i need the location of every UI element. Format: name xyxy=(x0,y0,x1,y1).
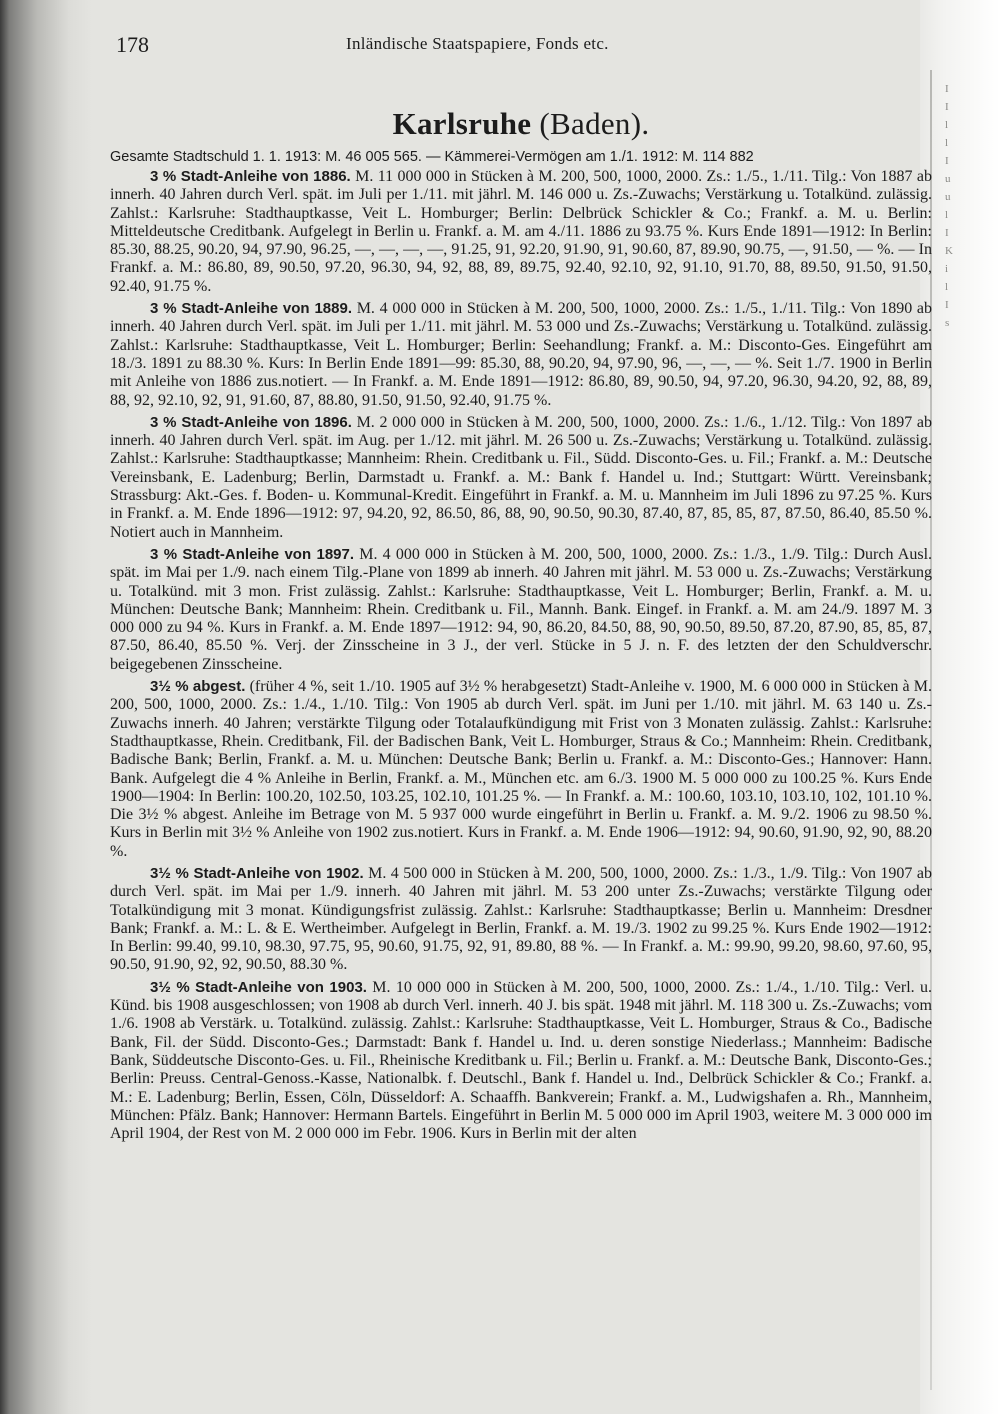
margin-note: u xyxy=(945,191,951,203)
margin-note: u xyxy=(945,173,951,185)
loan-entry xyxy=(110,168,932,296)
loan-heading: 3 % Stadt-Anleihe von 1886. xyxy=(150,168,351,185)
loan-body: M. 4 000 000 in Stücken à M. 200, 500, 1000, 2000. Zs.: 1./3., 1./9. Tilg.: Durch Ausl. spät. im Mai per 1./9. nach einem Tilg.-Plane von 1899 ab innerh. 40 Jahren mit jährl. M. 53 000 u. Zs.-Zuwachs; Verstärkung u. Totalkünd. mit 3 mon. Frist zulässig. Zahlst.: Karlsruhe: Stadthauptkasse, Veit L. Homburger; Berlin, Frankf. a. M. u. München: Deutsche Bank; Mannheim: Rhein. Creditbank u. Fil., Mannh. Bank. Eingef. in Frankf. a. M. am 24./9. 1897 M. 3 000 000 zu 94 %. Kurs in Frankf. a. M. Ende 1897—1912: 94, 90, 86.20, 84.50, 88, 90, 90.50, 89.50, 87.20, 87.90, 85, 85, 87, 87.50, 86.40, 85.50 %. Verj. der Zinsscheine in 3 J., der verl. Stücke in 5 J. n. F. des letzten der den Schuldverschr. beigegebenen Zinsscheine. xyxy=(110,545,932,673)
margin-note: I xyxy=(945,227,949,239)
loan-heading: 3 % Stadt-Anleihe von 1889. xyxy=(150,300,352,318)
loan-entry xyxy=(110,865,932,975)
loan-body: (früher 4 %, seit 1./10. 1905 auf 3½ % herabgesetzt) Stadt-Anleihe v. 1900, M. 6 000 000 in Stücken à M. 200, 500, 1000, 2000. Zs.: 1./4., 1./10. Tilg.: Von 1905 ab durch Verl. spät. im Juni per 1./10. mit jährl. M. 63 140 u. Zs.-Zuwachs innerh. 40 Jahren; verstärkte Tilgung oder Totalaufkündigung mit Frist von 3 Monaten zulässig. Zahlst.: Karlsruhe: Stadthauptkasse, Rhein. Creditbank, Fil. der Badischen Bank, Veit L. Homburger, Straus & Co.; Mannheim: Rhein. Creditbank, Badische Bank; Berlin, Frankf. a. M. u. München: Deutsche Bank; Berlin u. Frankf. a. M.: Disconto-Ges.; Hannover: Hann. Bank. Aufgelegt die 4 % Anleihe in Berlin, Frankf. a. M., München etc. am 6./3. 1900 M. 5 000 000 zu 100.25 %. Kurs Ende 1900—1904: In Berlin: 100.20, 102.50, 103.25, 102.10, 101.25 %. — In Frankf. a. M.: 100.60, 103.10, 103.10, 102, 101.10 %. Die 3½ % abgest. Anleihe im Betrage von M. 5 937 000 wurde eingeführt in Berlin u. Frankf. a. M. 9./2. 1906 zu 98.50 %. Kurs in Berlin mit 3½ % Anleihe von 1902 zus.notiert. Kurs in Frankf. a. M. Ende 1906—1912: 94, 90.60, 91.90, 92, 90, 88.20 %. xyxy=(110,678,932,860)
margin-note: s xyxy=(945,317,950,329)
margin-note: l xyxy=(945,209,949,221)
loan-body: M. 2 000 000 in Stücken à M. 200, 500, 1000, 2000. Zs.: 1./6., 1./12. Tilg.: Von 1897 ab innerh. 40 Jahren durch Verl. spät. im Aug. per 1./12. mit jährl. M. 26 500 u. Zs.-Zuwachs; Verstärkung u. Totalkünd. zulässig. Zahlst.: Karlsruhe: Stadthauptkasse; Mannheim: Rhein. Creditbank u. Fil., Südd. Disconto-Ges. u. Fil.; Frankf. a. M.: Deutsche Vereinsbank, E. Ladenburg; Berlin, Darmstadt u. Frankf. a. M.: Bank f. Handel u. Ind.; Stuttgart: Württ. Vereinsbank; Strassburg: Akt.-Ges. f. Boden- u. Kommunal-Kredit. Eingeführt in Frankf. a. M. u. Mannheim im Juli 1896 zu 97.25 %. Kurs in Frankf. a. M. Ende 1896—1912: 97, 94.20, 92, 86.50, 86, 88, 90, 90.50, 90.30, 87.40, 87, 85, 85, 87, 87.50, 86.40, 85.50 %. Notiert auch in Mannheim. xyxy=(110,413,932,541)
margin-note: I xyxy=(945,101,949,113)
margin-note: I xyxy=(945,83,949,95)
loan-heading: 3½ % abgest. xyxy=(150,678,246,696)
loan-entry xyxy=(110,414,932,542)
document-page xyxy=(110,32,932,1402)
margin-note: l xyxy=(945,137,949,149)
loan-body: M. 4 500 000 in Stücken à M. 200, 500, 1000, 2000. Zs.: 1./3., 1./9. Tilg.: Von 1907 ab durch Verl. spät. im Mai per 1./9. innerh. 40 Jahren mit jährl. M. 53 200 unter Zs.-Zuwachs; verstärkte Tilgung oder Totalkündigung mit 3 monat. Kündigungsfrist zulässig. Zahlst.: Karlsruhe: Stadthauptkasse; Berlin u. Mannheim: Dresdner Bank; Frankf. a. M.: L. & E. Wertheimber. Aufgelegt in Berlin, Frankf. a. M. 19./3. 1902 zu 99.25 %. Kurs Ende 1902—1912: In Berlin: 99.40, 99.10, 98.30, 97.75, 95, 90.60, 91.75, 92, 91, 89.80, 88 %. — In Frankf. a. M.: 99.90, 99.20, 98.60, 97.60, 95, 90.50, 91.90, 92, 92, 90.50, 88.30 %. xyxy=(110,864,932,974)
loan-heading: 3 % Stadt-Anleihe von 1897. xyxy=(150,545,355,563)
running-head xyxy=(110,32,932,64)
loan-entry xyxy=(110,678,932,861)
margin-note: l xyxy=(945,281,949,293)
page-number: 178 xyxy=(116,32,149,57)
margin-note: l xyxy=(945,119,949,131)
margin-notes xyxy=(945,80,989,332)
loan-body: M. 11 000 000 in Stücken à M. 200, 500, 1000, 2000. Zs.: 1./5., 1./11. Tilg.: Von 1887 ab innerh. 40 Jahren durch Verl. spät. im Juli per 1./11. mit jährl. M. 146 000 u. Zs.-Zuwachs; Verstärkung u. Totalkünd. zulässig. Zahlst.: Karlsruhe: Stadthauptkasse, Veit L. Homburger; Berlin: Delbrück Schickler & Co.; Frankf. a. M. u. Berlin: Mitteldeutsche Creditbank. Aufgelegt in Berlin u. Frankf. a. M. am 4./11. 1886 zu 93.75 %. Kurs Ende 1891—1912: In Berlin: 85.30, 88.25, 90.20, 94, 97.90, 96.25, —, —, —, —, 91.25, 91, 92.20, 91.90, 91, 90.60, 87, 89.90, 90.75, —, 91.50, — %. — In Frankf. a. M.: 86.80, 89, 90.50, 97.20, 96.30, 94, 92, 88, 89, 89.75, 92.40, 92.10, 92, 91.10, 91.70, 88, 89.50, 91.50, 91.50, 92.40, 91.75 %. xyxy=(110,168,932,295)
margin-note: I xyxy=(945,155,949,167)
scan-left-shadow xyxy=(0,0,92,1414)
section-city: Karlsruhe xyxy=(392,106,532,141)
loan-body: M. 10 000 000 in Stücken à M. 200, 500, 1000, 2000. Zs.: 1./4., 1./10. Tilg.: Verl. u. Künd. bis 1908 ausgeschlossen; von 1908 ab durch Verl. innerh. 40 J. bis spät. 1948 mit jährl. M. 118 300 u. Zs.-Zuwachs; vom 1./6. 1908 ab Verstärk. u. Totalkünd. zulässig. Zahlst.: Karlsruhe: Stadthauptkasse, Veit L. Homburger, Straus & Co., Badische Bank, Fil. der Südd. Disconto-Ges.; Darmstadt: Bank f. Handel u. Ind. u. deren sonstige Niederlass.; Mannheim: Badische Bank, Süddeutsche Disconto-Ges. u. Fil., Rheinische Kreditbank u. Fil.; Berlin u. Frankf. a. M.: Deutsche Bank, Disconto-Ges.; Berlin: Preuss. Central-Genoss.-Kasse, Nationalbk. f. Deutschl., Bank f. Handel u. Ind., Delbrück Schickler & Co.; Frankf. a. M.: E. Ladenburg; Berlin, Essen, Cöln, Düsseldorf: A. Schaaffh. Bankverein; Frankf. a. M., Ludwigshafen a. Rh., Mannheim, München: Pfälz. Bank; Hannover: Hermann Bartels. Eingeführt in Berlin M. 5 000 000 im April 1903, weitere M. 3 000 000 im April 1904, der Rest von M. 2 000 000 im Febr. 1906. Kurs in Berlin mit der alten xyxy=(110,978,932,1143)
running-title: Inländische Staatspapiere, Fonds etc. xyxy=(346,34,609,53)
loan-heading: 3 % Stadt-Anleihe von 1896. xyxy=(150,413,352,431)
section-region: (Baden). xyxy=(539,106,650,141)
loan-entry xyxy=(110,300,932,410)
loan-entries xyxy=(110,168,932,1143)
loan-body: M. 4 000 000 in Stücken à M. 200, 500, 1000, 2000. Zs.: 1./5., 1./11. Tilg.: Von 1890 ab innerh. 40 Jahren durch Verl. spät. im Juli per 1./11. mit jährl. M. 53 000 und Zs.-Zuwachs; Verstärkung u. Totalkünd. zulässig. Zahlst.: Karlsruhe: Stadthauptkasse, Veit L. Homburger; Berlin: Seehandlung; Frankf. a. M.: Disconto-Ges. Eingeführt am 18./3. 1891 zu 88.30 %. Kurs: In Berlin Ende 1891—99: 85.30, 88, 90.20, 94, 97.90, 96, —, —, — %. Seit 1./7. 1900 in Berlin mit Anleihe von 1886 zus.notiert. — In Frankf. a. M. Ende 1891—1912: 86.80, 89, 90.50, 94, 97.20, 96.30, 94.20, 92, 88, 89, 88, 92, 92.10, 92, 91, 91.60, 87, 88.80, 91.50, 91.50, 92.40, 91.75 %. xyxy=(110,300,932,409)
margin-note: i xyxy=(945,263,949,275)
loan-entry xyxy=(110,979,932,1144)
margin-note: K xyxy=(945,245,953,257)
municipal-debt-line: Gesamte Stadtschuld 1. 1. 1913: M. 46 005 565. — Kämmerei-Vermögen am 1./1. 1912: M. 114 882 xyxy=(110,149,754,165)
loan-heading: 3½ % Stadt-Anleihe von 1902. xyxy=(150,864,364,882)
loan-heading: 3½ % Stadt-Anleihe von 1903. xyxy=(150,978,367,996)
loan-entry xyxy=(110,546,932,674)
margin-note: I xyxy=(945,299,949,311)
section-title xyxy=(110,106,932,142)
